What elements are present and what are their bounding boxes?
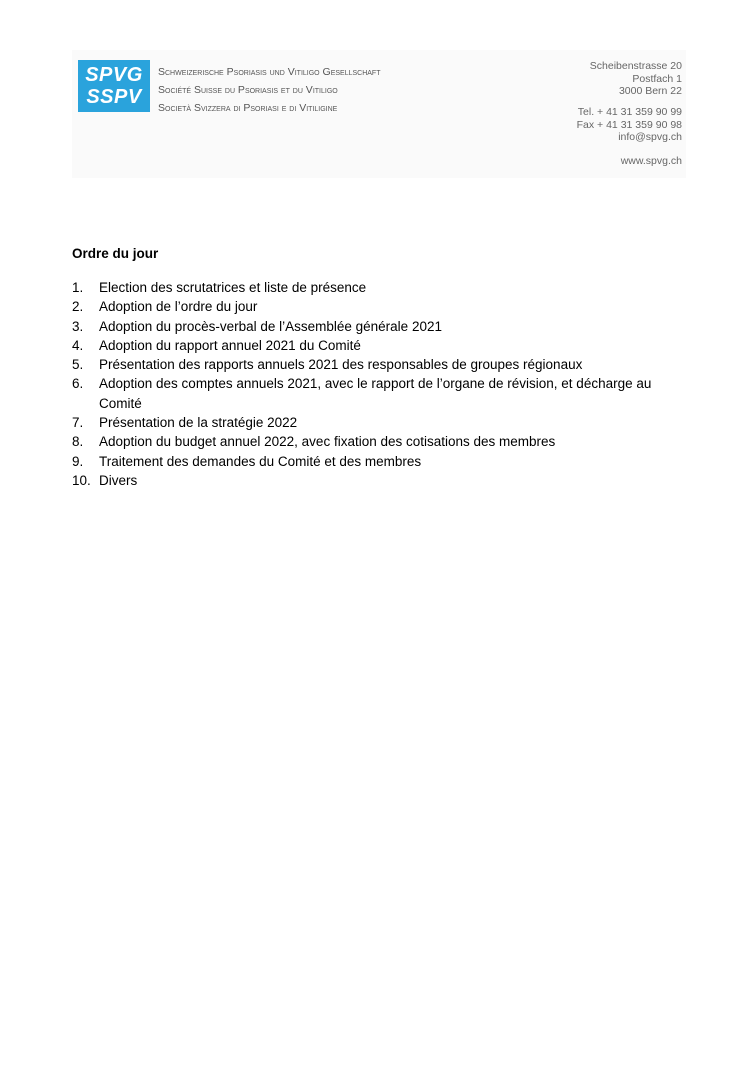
org-name-it: Società Svizzera di Psoriasi e di Vitiligine [158, 102, 338, 114]
agenda-list [72, 278, 682, 490]
agenda-item-text: Adoption du budget annuel 2022, avec fixation des cotisations des membres [99, 434, 556, 450]
logo-line-1: SPVG [85, 64, 143, 86]
agenda-item-text: Adoption des comptes annuels 2021, avec le rapport de l’organe de révision, et décharge au Comité [99, 376, 652, 411]
agenda-item [72, 278, 682, 297]
spvg-logo [78, 60, 150, 112]
agenda-item-number: 5. [72, 357, 84, 373]
agenda-item [72, 297, 682, 316]
agenda-item-number: 6. [72, 376, 84, 392]
agenda-item [72, 355, 682, 374]
contact-email[interactable]: info@spvg.ch [618, 131, 682, 143]
agenda-item-number: 1. [72, 280, 84, 295]
agenda-item [72, 452, 682, 471]
agenda-item-number: 2. [72, 299, 84, 315]
agenda-item-text: Adoption du procès-verbal de l’Assemblée générale 2021 [99, 318, 442, 334]
agenda-item [72, 432, 682, 451]
agenda-item [72, 336, 682, 355]
agenda-item-number: 10. [72, 472, 91, 488]
agenda-item-text: Adoption de l’ordre du jour [99, 299, 258, 315]
org-name-de: Schweizerische Psoriasis und Vitiligo Gesellschaft [158, 66, 381, 78]
agenda-item-number: 7. [72, 415, 84, 431]
agenda-item [72, 413, 682, 432]
agenda-item-text: Traitement des demandes du Comité et des membres [99, 453, 422, 469]
agenda-item-number: 8. [72, 434, 84, 450]
postal-address [590, 60, 682, 98]
agenda-item-text: Election des scrutatrices et liste de présence [99, 280, 367, 295]
agenda-item [72, 374, 682, 413]
agenda-item-text: Présentation de la stratégie 2022 [99, 415, 298, 431]
agenda-title: Ordre du jour [72, 246, 159, 261]
agenda-item-number: 4. [72, 337, 84, 353]
agenda-item [72, 317, 682, 336]
logo-line-2: SSPV [86, 86, 142, 108]
agenda-item-number: 3. [72, 318, 84, 334]
org-name-fr: Société Suisse du Psoriasis et du Vitiligo [158, 84, 338, 96]
agenda-item [72, 471, 682, 490]
address-city: 3000 Bern 22 [618, 85, 682, 97]
address-street: Scheibenstrasse 20 [589, 60, 682, 72]
address-pobox: Postfach 1 [632, 72, 682, 85]
contact-phone: Tel. + 41 31 359 90 99 [577, 106, 682, 118]
contact-info [577, 106, 682, 144]
contact-fax: Fax + 41 31 359 90 98 [576, 118, 682, 131]
website-link[interactable]: www.spvg.ch [620, 155, 682, 167]
agenda-item-text: Présentation des rapports annuels 2021 des responsables de groupes régionaux [99, 357, 583, 373]
agenda-item-text: Divers [99, 472, 138, 488]
organization-names [158, 63, 381, 117]
agenda-item-number: 9. [72, 453, 84, 469]
agenda-item-text: Adoption du rapport annuel 2021 du Comité [99, 337, 361, 353]
